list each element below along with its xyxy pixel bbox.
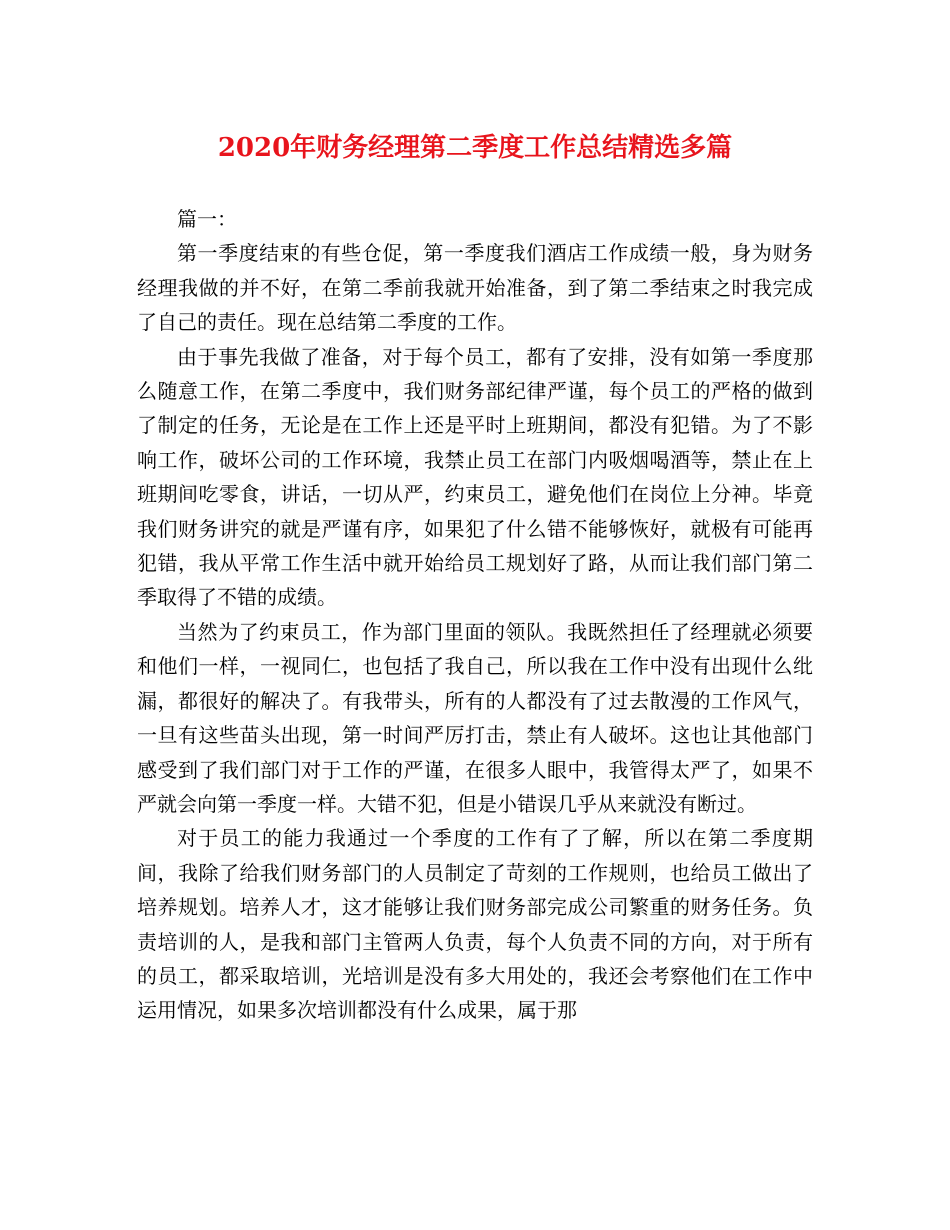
section-heading: 篇一： xyxy=(177,207,237,231)
paragraph: 第一季度结束的有些仓促，第一季度我们酒店工作成绩一般，身为财务经理我做的并不好，在第二季前我就开始准备，到了第二季结束之时我完成了自己的责任。现在总结第二季度的工作。 xyxy=(137,241,813,335)
paragraph: 对于员工的能力我通过一个季度的工作有了了解，所以在第二季度期间，我除了给我们财务部门的人员制定了苛刻的工作规则，也给员工做出了培养规划。培养人才，这才能够让我们财务部完成公司繁重的财务任务。负责培训的人，是我和部门主管两人负责，每个人负责不同的方向，对于所有的员工，都采取培训，光培训是没有多大用处的，我还会考察他们在工作中运用情况，如果多次培训都没有什么成果，属于那 xyxy=(137,826,813,1023)
paragraph: 当然为了约束员工，作为部门里面的领队。我既然担任了经理就必须要和他们一样，一视同仁，也包括了我自己，所以我在工作中没有出现什么纰漏，都很好的解决了。有我带头，所有的人都没有了过去散漫的工作风气，一旦有这些苗头出现，第一时间严厉打击，禁止有人破坏。这也让其他部门感受到了我们部门对于工作的严谨，在很多人眼中，我管得太严了，如果不严就会向第一季度一样。大错不犯，但是小错误几乎从来就没有断过。 xyxy=(137,619,813,816)
document-title: 2020年财务经理第二季度工作总结精选多篇 xyxy=(217,133,733,163)
paragraph: 由于事先我做了准备，对于每个员工，都有了安排，没有如第一季度那么随意工作，在第二季度中，我们财务部纪律严谨，每个员工的严格的做到了制定的任务，无论是在工作上还是平时上班期间，都没有犯错。为了不影响工作，破坏公司的工作环境，我禁止员工在部门内吸烟喝酒等，禁止在上班期间吃零食，讲话，一切从严，约束员工，避免他们在岗位上分神。毕竟我们财务讲究的就是严谨有序，如果犯了什么错不能够恢好，就极有可能再犯错，我从平常工作生活中就开始给员工规划好了路，从而让我们部门第二季取得了不错的成绩。 xyxy=(137,344,813,610)
document-body xyxy=(137,202,813,1028)
